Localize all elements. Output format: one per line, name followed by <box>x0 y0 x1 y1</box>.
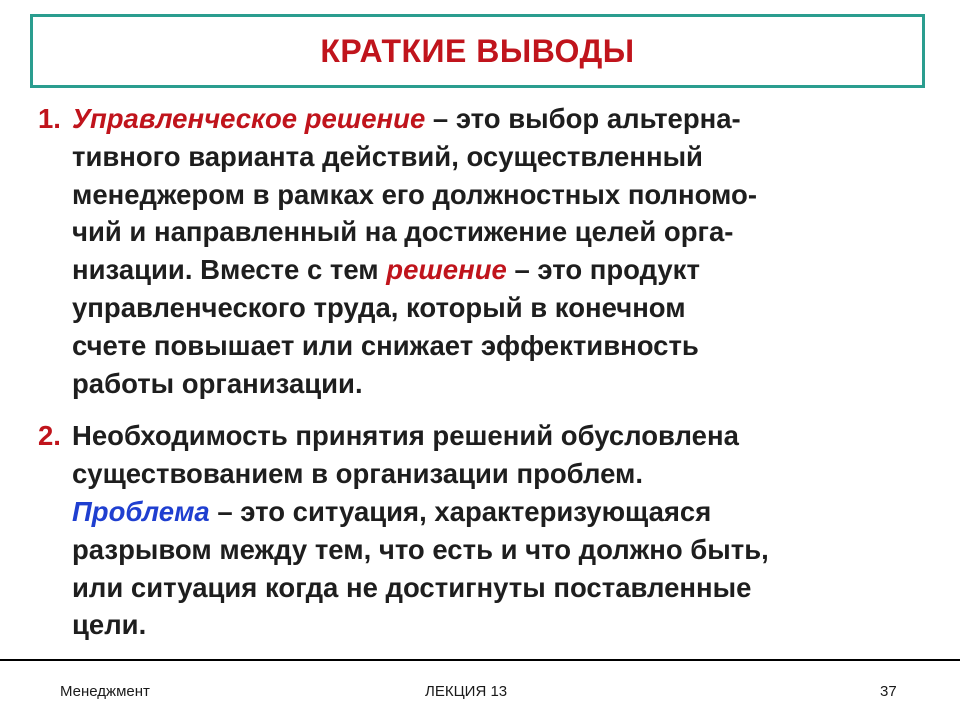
footer-divider <box>0 659 960 661</box>
point-1-number: 1. <box>38 103 61 134</box>
title-frame <box>30 14 925 88</box>
point-1 <box>38 100 938 402</box>
point-2-line-3: Проблема – это ситуация, характеризующаяся <box>72 495 712 527</box>
footer-lecture: ЛЕКЦИЯ 13 <box>425 683 508 700</box>
term-decision: решение <box>386 254 507 286</box>
point-2-line-6: цели. <box>72 609 147 641</box>
footer-course: Менеджмент <box>60 683 150 700</box>
point-1-line-2: тивного варианта действий, осуществленный <box>72 140 703 172</box>
point-1-line-4: чий и направленный на достижение целей орга- <box>72 216 734 248</box>
point-1-line-1: Управленческое решение – это выбор альтерна- <box>72 103 741 134</box>
term-problem: Проблема <box>72 495 210 527</box>
point-1-line-5: низации. Вместе с тем решение – это продукт <box>72 254 700 286</box>
footer-page-number: 37 <box>880 683 897 700</box>
point-1-line-8: работы организации. <box>72 367 363 399</box>
point-1-line-7: счете повышает или снижает эффективность <box>72 329 699 361</box>
point-2-number: 2. <box>38 420 61 452</box>
point-2-line-2: существованием в организации проблем. <box>72 458 643 490</box>
point-2-line-5: или ситуация когда не достигнуты поставленные <box>72 571 752 603</box>
point-2 <box>38 417 938 644</box>
slide-title: КРАТКИЕ ВЫВОДЫ <box>320 32 635 69</box>
term-managerial-decision: Управленческое решение <box>72 103 426 134</box>
point-2-line-4: разрывом между тем, что есть и что должно быть, <box>72 533 769 565</box>
point-2-line-1: Необходимость принятия решений обусловлена <box>72 420 739 452</box>
point-1-line-6: управленческого труда, который в конечном <box>72 291 686 323</box>
point-1-line-3: менеджером в рамках его должностных полномо- <box>72 178 757 210</box>
slide-body <box>38 100 938 644</box>
